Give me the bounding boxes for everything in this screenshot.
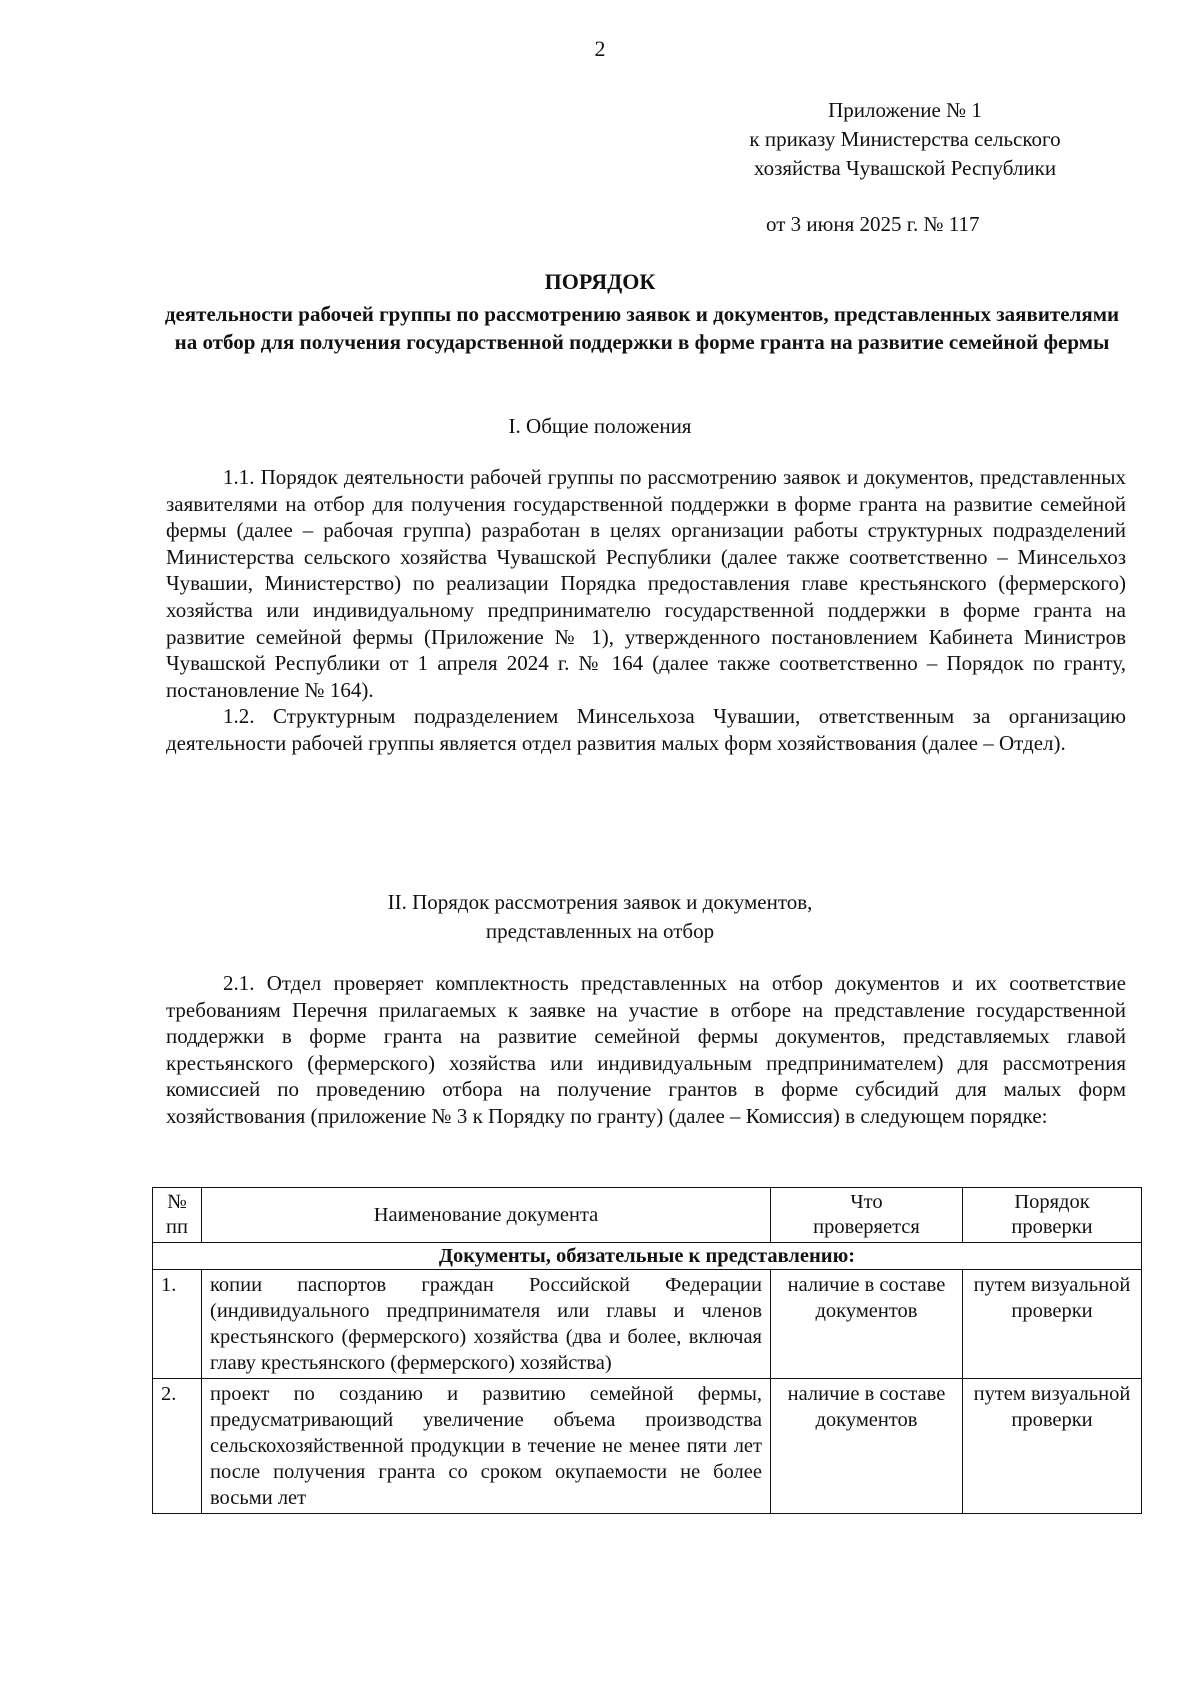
row-document-name: копии паспортов граждан Российской Федерации (индивидуального предпринимателя или главы и членов крестьянского (фермерского) хозяйства (два и более, включая главу крестьянского (фермерского) хозяйства) xyxy=(202,1270,771,1379)
header-what xyxy=(771,1188,963,1243)
header-how-line-1: Порядок xyxy=(1014,1191,1090,1213)
paragraph-1-1: 1.1. Порядок деятельности рабочей группы по рассмотрению заявок и документов, представленных заявителями на отбор для получения государственной поддержки в форме гранта на развитие семейной фермы (далее – рабочая группа) разработан в целях организации работы структурных подразделений Министерства сельского хозяйства Чувашской Республики (далее также соответственно – Минсельхоз Чувашии, Министерство) по реализации Порядка предоставления главе крестьянского (фермерского) хозяйства или индивидуальному предпринимателю государственной поддержки в форме гранта на развитие семейной фермы (Приложение № 1), утвержденного постановлением Кабинета Министров Чувашской Республики от 1 апреля 2024 г. № 164 (далее также соответственно – Порядок по гранту, постановление № 164). xyxy=(166,465,1126,702)
row-number: 1. xyxy=(153,1270,202,1379)
header-name: Наименование документа xyxy=(202,1188,771,1243)
table-row xyxy=(153,1379,1142,1514)
section-2-body xyxy=(166,970,1126,1130)
appendix-line-2: к приказу Министерства сельского xyxy=(749,127,1061,151)
documents-table xyxy=(152,1187,1142,1514)
section-1-body xyxy=(166,464,1126,757)
page-number: 2 xyxy=(594,36,606,61)
header-number xyxy=(153,1188,202,1243)
paragraph-2-1: 2.1. Отдел проверяет комплектность представленных на отбор документов и их соответствие требованиям Перечня прилагаемых к заявке на участие в отборе на представление государственной поддержки в форме гранта на развитие семейной фермы документов, представляемых главой крестьянского (фермерского) хозяйства или индивидуальным предпринимателем) для рассмотрения комиссией по проведению отбора на получение грантов в форме субсидий для малых форм хозяйствования (приложение № 3 к Порядку по гранту) (далее – Комиссия) в следующем порядке: xyxy=(166,971,1126,1128)
group-label: Документы, обязательные к представлению: xyxy=(153,1243,1142,1270)
row-check-method: путем визуальной проверки xyxy=(963,1379,1142,1514)
paragraph-1-2: 1.2. Структурным подразделением Минсельхоза Чувашии, ответственным за организацию деятельности рабочей группы является отдел развития малых форм хозяйствования (далее – Отдел). xyxy=(166,704,1126,755)
header-number-line-1: № xyxy=(167,1191,187,1213)
table-row xyxy=(153,1270,1142,1379)
appendix-line-3: хозяйства Чувашской Республики xyxy=(753,156,1057,180)
table-group-row xyxy=(153,1243,1142,1270)
header-what-line-1: Что xyxy=(850,1191,883,1213)
section-2-heading xyxy=(0,888,1200,946)
appendix-block xyxy=(680,96,1130,183)
header-how-line-2: проверки xyxy=(1011,1216,1093,1238)
appendix-line-1: Приложение № 1 xyxy=(828,98,982,122)
table-header-row xyxy=(153,1188,1142,1243)
row-number: 2. xyxy=(153,1379,202,1514)
section-2-heading-line-1: II. Порядок рассмотрения заявок и документов, xyxy=(387,890,813,914)
section-1-heading: I. Общие положения xyxy=(508,414,692,438)
row-document-name: проект по созданию и развитию семейной фермы, предусматривающий увеличение объема производства сельскохозяйственной продукции в течение не менее пяти лет после получения гранта со сроком окупаемости не более восьми лет xyxy=(202,1379,771,1514)
document-subtitle: деятельности рабочей группы по рассмотрению заявок и документов, представленных заявителями на отбор для получения государственной поддержки в форме гранта на развитие семейной фермы xyxy=(164,302,1120,354)
header-what-line-2: проверяется xyxy=(813,1216,920,1238)
section-2-heading-line-2: представленных на отбор xyxy=(485,919,715,943)
row-what-checked: наличие в составе документов xyxy=(771,1270,963,1379)
row-check-method: путем визуальной проверки xyxy=(963,1270,1142,1379)
header-how xyxy=(963,1188,1142,1243)
document-title: ПОРЯДОК xyxy=(544,269,656,294)
row-what-checked: наличие в составе документов xyxy=(771,1379,963,1514)
header-number-line-2: пп xyxy=(166,1216,188,1238)
order-reference: от 3 июня 2025 г. № 117 xyxy=(766,212,980,236)
